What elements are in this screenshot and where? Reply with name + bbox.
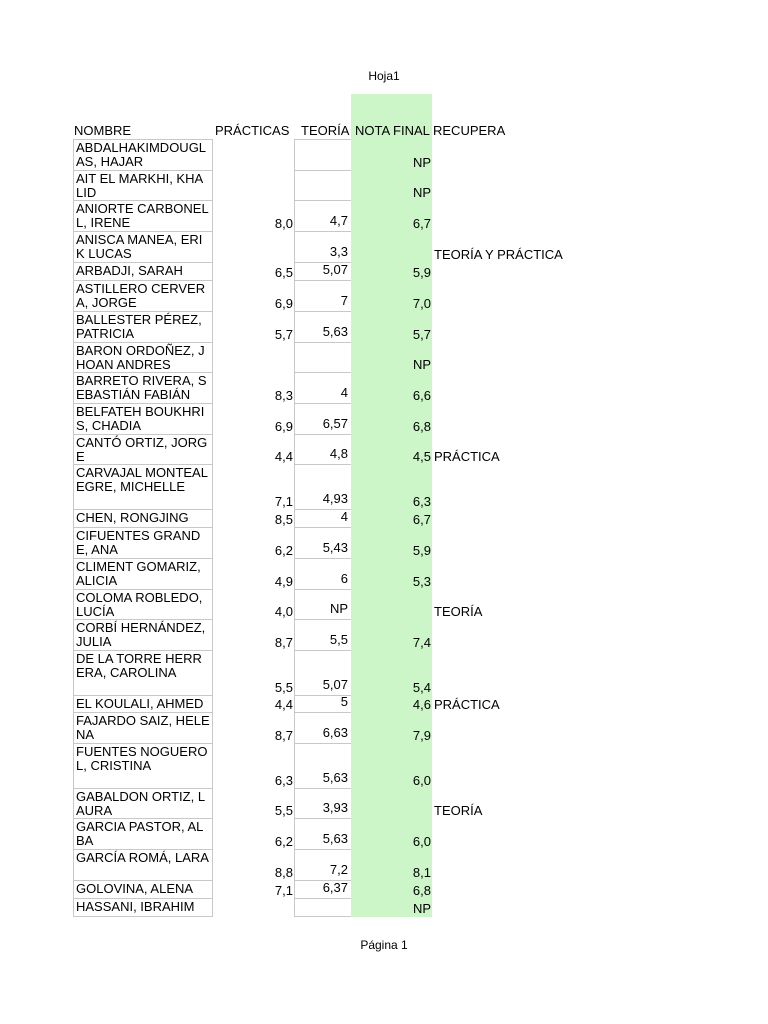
cell-nombre: AIT EL MARKHI, KHALID bbox=[73, 171, 213, 201]
cell-teoria-value: 4 bbox=[340, 509, 348, 524]
cell-nota-final: 6,8 bbox=[412, 883, 431, 898]
cell-teoria-value: 6,37 bbox=[322, 880, 348, 895]
cell-teoria-value: 4,7 bbox=[329, 213, 348, 228]
cell-teoria bbox=[294, 819, 351, 850]
cell-teoria bbox=[294, 881, 351, 899]
cell-practicas: 5,5 bbox=[274, 803, 293, 818]
header-recupera: RECUPERA bbox=[433, 123, 506, 138]
header-nombre: NOMBRE bbox=[74, 123, 132, 138]
cell-nombre: ANISCA MANEA, ERIK LUCAS bbox=[73, 232, 213, 263]
cell-nombre: FUENTES NOGUEROL, CRISTINA bbox=[73, 744, 213, 789]
cell-teoria-value: 6,57 bbox=[322, 416, 348, 431]
cell-practicas: 8,3 bbox=[274, 388, 293, 403]
cell-teoria bbox=[294, 850, 351, 881]
cell-nombre: CANTÓ ORTIZ, JORGE bbox=[73, 435, 213, 465]
cell-nota-final: 7,9 bbox=[412, 728, 431, 743]
cell-teoria bbox=[294, 713, 351, 744]
table-row bbox=[0, 713, 768, 744]
cell-nombre: BARON ORDOÑEZ, JHOAN ANDRES bbox=[73, 343, 213, 373]
cell-nombre: CLIMENT GOMARIZ, ALICIA bbox=[73, 559, 213, 590]
cell-nombre: COLOMA ROBLEDO, LUCÍA bbox=[73, 590, 213, 620]
cell-teoria-value: 5,63 bbox=[322, 770, 348, 785]
table-row bbox=[0, 373, 768, 404]
cell-practicas: 6,5 bbox=[274, 265, 293, 280]
table-row bbox=[0, 171, 768, 201]
table-row bbox=[0, 819, 768, 850]
cell-nombre: BARRETO RIVERA, SEBASTIÁN FABIÁN bbox=[73, 373, 213, 404]
cell-practicas: 6,9 bbox=[274, 296, 293, 311]
cell-nota-final: 5,9 bbox=[412, 543, 431, 558]
cell-teoria-value: 6 bbox=[340, 571, 348, 586]
page-footer: Página 1 bbox=[360, 938, 408, 952]
cell-teoria bbox=[294, 232, 351, 263]
cell-nota-final: NP bbox=[412, 357, 431, 372]
cell-nota-final: 6,8 bbox=[412, 419, 431, 434]
table-row bbox=[0, 528, 768, 559]
cell-nombre: CARVAJAL MONTEALEGRE, MICHELLE bbox=[73, 465, 213, 510]
cell-nombre: GOLOVINA, ALENA bbox=[73, 881, 213, 899]
header-nota-final: NOTA FINAL bbox=[355, 123, 430, 138]
cell-practicas: 7,1 bbox=[274, 494, 293, 509]
table-row bbox=[0, 404, 768, 435]
cell-nombre: DE LA TORRE HERRERA, CAROLINA bbox=[73, 651, 213, 696]
header-teoria: TEORÍA bbox=[301, 123, 350, 138]
cell-practicas: 4,4 bbox=[274, 697, 293, 712]
cell-teoria-value: 6,63 bbox=[322, 725, 348, 740]
cell-recupera: TEORÍA bbox=[434, 803, 483, 818]
cell-teoria-value: 3,93 bbox=[322, 800, 348, 815]
table-row bbox=[0, 263, 768, 281]
cell-teoria bbox=[294, 620, 351, 651]
table-row bbox=[0, 620, 768, 651]
cell-nota-final: 6,7 bbox=[412, 216, 431, 231]
cell-practicas: 4,9 bbox=[274, 574, 293, 589]
cell-teoria-value: 7,2 bbox=[329, 862, 348, 877]
header-practicas: PRÁCTICAS bbox=[215, 123, 290, 138]
cell-practicas: 8,0 bbox=[274, 216, 293, 231]
cell-practicas: 6,2 bbox=[274, 543, 293, 558]
cell-recupera: PRÁCTICA bbox=[434, 449, 500, 464]
cell-teoria bbox=[294, 312, 351, 343]
cell-nombre: BELFATEH BOUKHRIS, CHADIA bbox=[73, 404, 213, 435]
cell-nota-final: NP bbox=[412, 901, 431, 916]
cell-nota-final: 6,6 bbox=[412, 388, 431, 403]
table-row bbox=[0, 696, 768, 713]
cell-teoria-value: 5,07 bbox=[322, 262, 348, 277]
cell-teoria bbox=[294, 696, 351, 713]
cell-nota-final: 5,4 bbox=[412, 680, 431, 695]
cell-teoria-value: 5,43 bbox=[322, 540, 348, 555]
cell-nombre: HASSANI, IBRAHIM bbox=[73, 899, 213, 917]
cell-nombre: ASTILLERO CERVERA, JORGE bbox=[73, 281, 213, 312]
cell-teoria-value: 4,8 bbox=[329, 446, 348, 461]
cell-teoria bbox=[294, 465, 351, 510]
cell-teoria bbox=[294, 171, 351, 201]
cell-nombre: CORBÍ HERNÁNDEZ, JULIA bbox=[73, 620, 213, 651]
table-row bbox=[0, 140, 768, 171]
cell-teoria bbox=[294, 343, 351, 373]
cell-teoria bbox=[294, 201, 351, 232]
table-row bbox=[0, 201, 768, 232]
cell-teoria-value: 4 bbox=[340, 385, 348, 400]
cell-nota-final: 5,9 bbox=[412, 265, 431, 280]
cell-teoria bbox=[294, 590, 351, 620]
cell-nombre: ANIORTE CARBONELL, IRENE bbox=[73, 201, 213, 232]
cell-nombre: GABALDON ORTIZ, LAURA bbox=[73, 789, 213, 819]
table-row bbox=[0, 850, 768, 881]
cell-teoria-value: NP bbox=[329, 601, 348, 616]
cell-teoria bbox=[294, 528, 351, 559]
cell-nombre: GARCÍA ROMÁ, LARA bbox=[73, 850, 213, 881]
cell-nombre: ABDALHAKIMDOUGLAS, HAJAR bbox=[73, 140, 213, 171]
sheet-title: Hoja1 bbox=[368, 69, 400, 83]
table-row bbox=[0, 651, 768, 696]
cell-practicas: 5,5 bbox=[274, 680, 293, 695]
table-row bbox=[0, 899, 768, 917]
cell-nota-final: 4,5 bbox=[412, 449, 431, 464]
cell-nota-final: 5,7 bbox=[412, 327, 431, 342]
cell-teoria bbox=[294, 404, 351, 435]
cell-recupera: TEORÍA Y PRÁCTICA bbox=[434, 247, 563, 262]
cell-nombre: EL KOULALI, AHMED bbox=[73, 696, 213, 713]
cell-teoria bbox=[294, 744, 351, 789]
cell-nombre: ARBADJI, SARAH bbox=[73, 263, 213, 281]
cell-nombre: FAJARDO SAIZ, HELENA bbox=[73, 713, 213, 744]
table-row bbox=[0, 465, 768, 510]
cell-nombre: CHEN, RONGJING bbox=[73, 510, 213, 528]
cell-teoria-value: 5 bbox=[340, 694, 348, 709]
table-row bbox=[0, 744, 768, 789]
table-row bbox=[0, 510, 768, 528]
cell-teoria bbox=[294, 281, 351, 312]
cell-teoria-value: 5,5 bbox=[329, 632, 348, 647]
table-row bbox=[0, 312, 768, 343]
cell-practicas: 7,1 bbox=[274, 883, 293, 898]
cell-teoria bbox=[294, 510, 351, 528]
cell-nota-final: 6,0 bbox=[412, 834, 431, 849]
cell-practicas: 4,0 bbox=[274, 604, 293, 619]
cell-teoria bbox=[294, 140, 351, 171]
cell-teoria bbox=[294, 373, 351, 404]
table-row bbox=[0, 559, 768, 590]
table-row bbox=[0, 435, 768, 465]
cell-teoria-value: 4,93 bbox=[322, 491, 348, 506]
table-row bbox=[0, 590, 768, 620]
cell-nombre: CIFUENTES GRANDE, ANA bbox=[73, 528, 213, 559]
cell-nota-final: 6,7 bbox=[412, 512, 431, 527]
cell-practicas: 4,4 bbox=[274, 449, 293, 464]
table-row bbox=[0, 281, 768, 312]
cell-nota-final: 6,0 bbox=[412, 773, 431, 788]
cell-practicas: 6,9 bbox=[274, 419, 293, 434]
cell-nota-final: 5,3 bbox=[412, 574, 431, 589]
cell-practicas: 6,2 bbox=[274, 834, 293, 849]
cell-teoria bbox=[294, 789, 351, 819]
cell-teoria-value: 3,3 bbox=[329, 244, 348, 259]
cell-teoria bbox=[294, 559, 351, 590]
cell-teoria bbox=[294, 899, 351, 917]
cell-teoria bbox=[294, 263, 351, 281]
cell-teoria bbox=[294, 435, 351, 465]
table-row bbox=[0, 232, 768, 263]
cell-practicas: 8,8 bbox=[274, 865, 293, 880]
cell-teoria bbox=[294, 651, 351, 696]
cell-nota-final: 8,1 bbox=[412, 865, 431, 880]
table-row bbox=[0, 881, 768, 899]
cell-nota-final: 7,0 bbox=[412, 296, 431, 311]
cell-teoria-value: 7 bbox=[340, 293, 348, 308]
cell-nota-final: 7,4 bbox=[412, 635, 431, 650]
cell-recupera: PRÁCTICA bbox=[434, 697, 500, 712]
cell-practicas: 8,7 bbox=[274, 635, 293, 650]
cell-teoria-value: 5,63 bbox=[322, 324, 348, 339]
cell-practicas: 6,3 bbox=[274, 773, 293, 788]
cell-nota-final: 4,6 bbox=[412, 697, 431, 712]
cell-nota-final: NP bbox=[412, 185, 431, 200]
table-row bbox=[0, 343, 768, 373]
cell-teoria-value: 5,63 bbox=[322, 831, 348, 846]
cell-nota-final: 6,3 bbox=[412, 494, 431, 509]
cell-nombre: BALLESTER PÉREZ, PATRICIA bbox=[73, 312, 213, 343]
cell-practicas: 8,7 bbox=[274, 728, 293, 743]
cell-practicas: 8,5 bbox=[274, 512, 293, 527]
cell-nota-final: NP bbox=[412, 155, 431, 170]
table-row bbox=[0, 789, 768, 819]
cell-recupera: TEORÍA bbox=[434, 604, 483, 619]
cell-practicas: 5,7 bbox=[274, 327, 293, 342]
cell-teoria-value: 5,07 bbox=[322, 677, 348, 692]
cell-nombre: GARCIA PASTOR, ALBA bbox=[73, 819, 213, 850]
